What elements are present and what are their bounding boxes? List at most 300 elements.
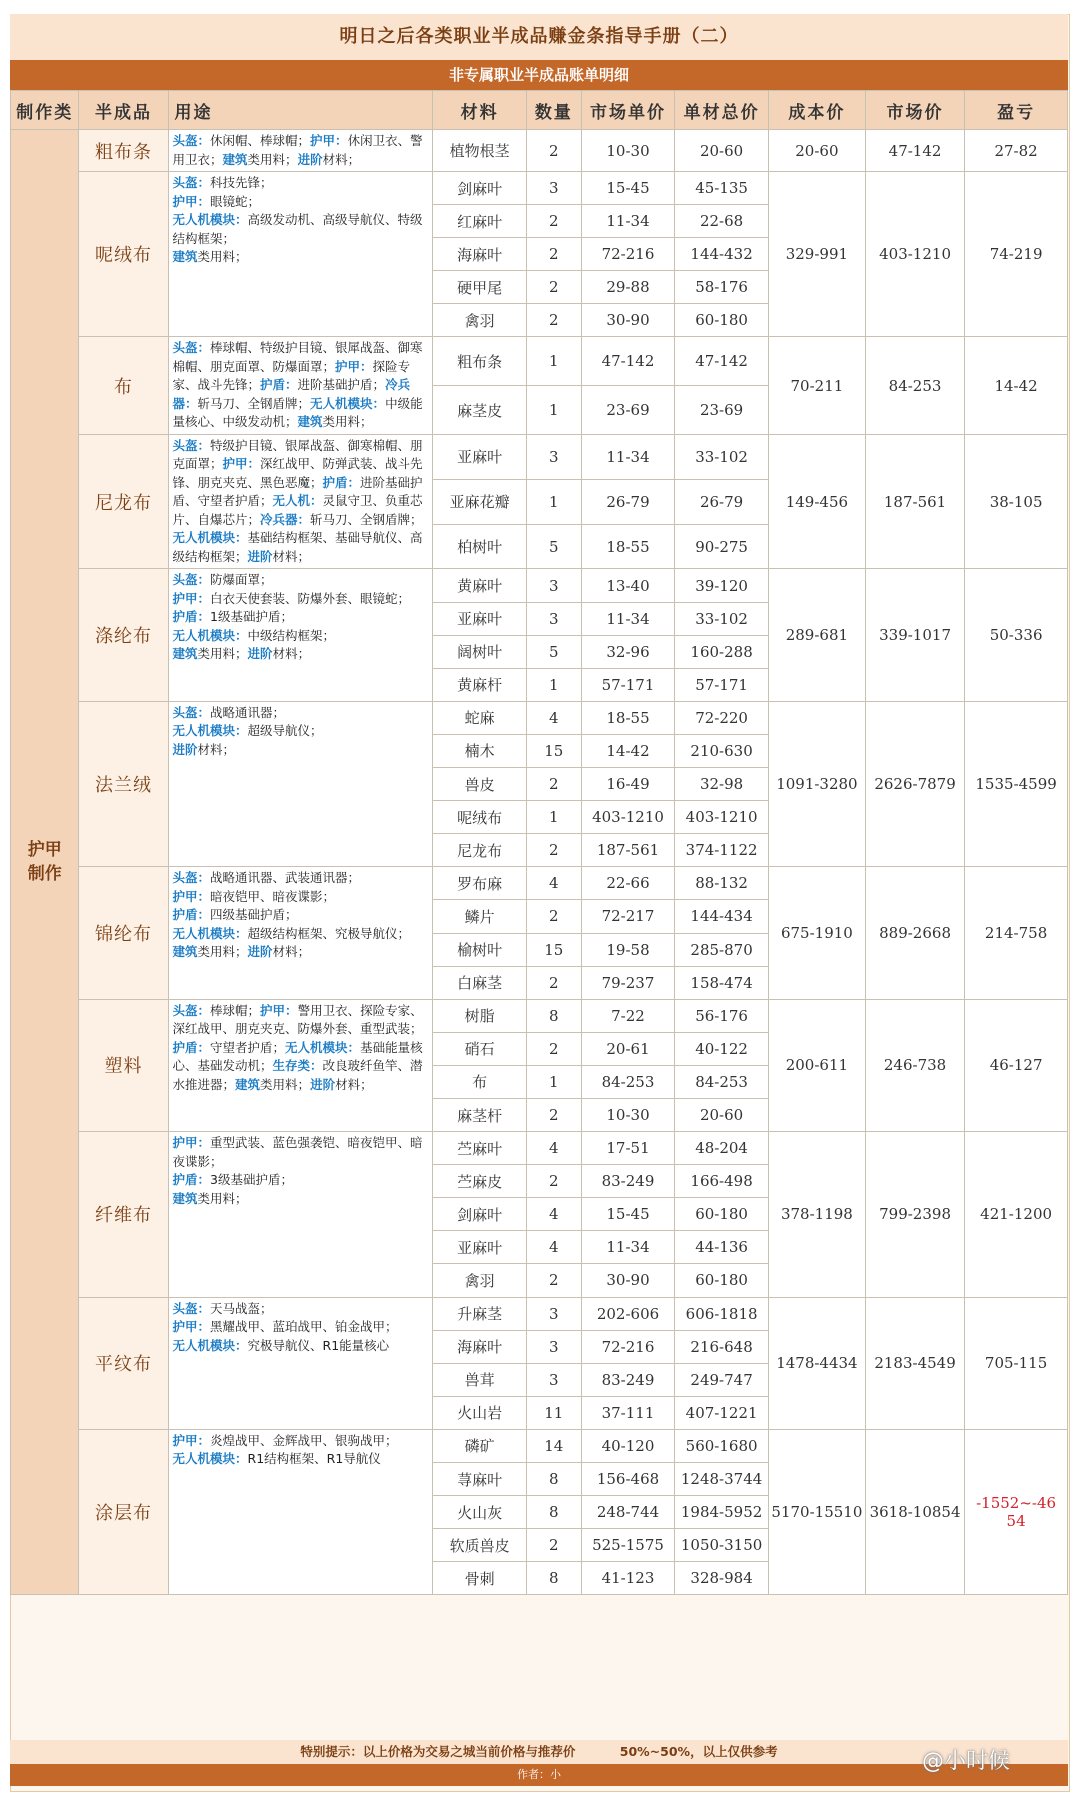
usage-keyword: 头盔：: [172, 870, 211, 886]
usage-keyword: 护甲：: [172, 1319, 211, 1335]
material-name: 麻茎皮: [433, 386, 527, 435]
material-total: 328-984: [675, 1562, 769, 1595]
material-qty: 2: [526, 1032, 581, 1065]
product-name: 涂层布: [79, 1429, 168, 1594]
material-unit-price: 23-69: [581, 386, 675, 435]
cost-price: 1478-4434: [768, 1297, 865, 1429]
table-row: [11, 999, 1068, 1032]
material-qty: 2: [526, 130, 581, 172]
usage-keyword: 头盔：: [172, 340, 211, 356]
material-total: 57-171: [675, 668, 769, 701]
material-unit-price: 40-120: [581, 1429, 675, 1462]
product-name: 尼龙布: [79, 434, 168, 569]
usage-text: 黑耀战甲、蓝珀战甲、铂金战甲；: [210, 1319, 398, 1335]
material-name: 黄麻杆: [433, 668, 527, 701]
material-unit-price: 7-22: [581, 999, 675, 1032]
material-name: 楠木: [433, 734, 527, 767]
product-name: 塑料: [79, 999, 168, 1131]
usage-keyword: 建筑: [222, 151, 248, 167]
material-qty: 3: [526, 1297, 581, 1330]
material-total: 249-747: [675, 1363, 769, 1396]
usage-keyword: 护盾：: [172, 609, 211, 625]
usage-keyword: 护甲：: [172, 888, 211, 904]
material-total: 144-434: [675, 900, 769, 933]
cost-price: 1091-3280: [768, 701, 865, 866]
material-total: 56-176: [675, 999, 769, 1032]
usage-text: 防爆面罩；: [210, 572, 273, 588]
usage-keyword: 进阶: [297, 151, 323, 167]
usage-text: 棒球帽、特级护目镜、银犀战盔、御寒棉帽、朋克面罩、防爆面罩；: [172, 340, 423, 374]
watermark: @小时候: [922, 1749, 1011, 1774]
usage-text: 警用卫衣、探险专家、深红战甲、朋克夹克、防爆外套、重型武装；: [172, 1002, 423, 1037]
usage-keyword: 护甲：: [260, 1002, 298, 1018]
usage-text: 探险专家、战斗先锋；: [172, 358, 411, 393]
material-total: 1248-3744: [675, 1463, 769, 1496]
material-unit-price: 187-561: [581, 834, 675, 867]
material-total: 72-220: [675, 701, 769, 734]
material-unit-price: 20-61: [581, 1032, 675, 1065]
material-total: 44-136: [675, 1231, 769, 1264]
material-total: 1984-5952: [675, 1496, 769, 1529]
material-total: 23-69: [675, 386, 769, 435]
usage-text: R1结构框架、R1导航仪: [247, 1451, 381, 1467]
usage-keyword: 无人机模块：: [172, 1337, 248, 1353]
header-market: 市场价: [865, 91, 964, 130]
material-total: 374-1122: [675, 834, 769, 867]
usage-text: 类用料；: [322, 414, 373, 430]
material-total: 560-1680: [675, 1429, 769, 1462]
usage-text: 超级结构框架、究极导航仪；: [247, 925, 411, 941]
ledger-table: [10, 90, 1068, 1595]
material-name: 海麻叶: [433, 238, 527, 271]
market-price: 187-561: [865, 434, 964, 569]
product-usage: [168, 130, 433, 172]
material-name: 苎麻皮: [433, 1165, 527, 1198]
usage-keyword: 无人机模块：: [310, 395, 386, 411]
material-name: 禽羽: [433, 304, 527, 337]
usage-text: 基础结构框架、基础导航仪、高级结构框架；: [172, 530, 423, 564]
usage-text: 深红战甲、防弹武装、战斗先锋、朋克夹克、黑色恶魔；: [172, 456, 423, 490]
material-unit-price: 248-744: [581, 1496, 675, 1529]
material-qty: 8: [526, 999, 581, 1032]
material-qty: 4: [526, 1231, 581, 1264]
usage-text: 基础能量核心、基础发动机；: [172, 1039, 423, 1074]
material-qty: 1: [526, 801, 581, 834]
usage-keyword: 生存类：: [272, 1058, 323, 1074]
cost-price: 675-1910: [768, 867, 865, 999]
usage-text: 材料；: [322, 151, 361, 167]
material-unit-price: 47-142: [581, 337, 675, 386]
material-total: 407-1221: [675, 1396, 769, 1429]
material-qty: 2: [526, 768, 581, 801]
usage-text: 材料；: [335, 1076, 373, 1092]
material-qty: 1: [526, 668, 581, 701]
market-price: 2183-4549: [865, 1297, 964, 1429]
material-total: 45-135: [675, 172, 769, 205]
profit-loss: 1535-4599: [965, 701, 1068, 866]
material-name: 兽皮: [433, 768, 527, 801]
tip-text: 特别提示：以上价格为交易之城当前价格与推荐价: [300, 1744, 576, 1759]
material-unit-price: 29-88: [581, 271, 675, 304]
header-usage: 用途: [168, 91, 433, 130]
material-total: 33-102: [675, 602, 769, 635]
usage-text: 眼镜蛇；: [210, 193, 261, 209]
profit-loss: 50-336: [965, 569, 1068, 701]
usage-text: 材料；: [272, 944, 311, 960]
material-unit-price: 14-42: [581, 734, 675, 767]
usage-text: 进阶基础护盾；: [297, 377, 386, 393]
material-name: 黄麻叶: [433, 569, 527, 602]
material-name: 硬甲尾: [433, 271, 527, 304]
material-total: 160-288: [675, 635, 769, 668]
usage-keyword: 头盔：: [172, 133, 211, 148]
table-row: [11, 434, 1068, 479]
material-qty: 2: [526, 1264, 581, 1297]
material-total: 60-180: [675, 304, 769, 337]
tip-bar: [10, 1740, 1068, 1764]
usage-keyword: 冷兵器：: [172, 377, 411, 411]
header-row: [11, 91, 1068, 130]
material-qty: 5: [526, 524, 581, 569]
profit-loss: 421-1200: [965, 1132, 1068, 1297]
material-qty: 3: [526, 1330, 581, 1363]
material-qty: 4: [526, 867, 581, 900]
tip-text-tail: 50%~50%，以上仅供参考: [619, 1744, 778, 1759]
product-name: 粗布条: [79, 130, 168, 172]
table-row: [11, 1429, 1068, 1462]
usage-keyword: 护盾：: [172, 907, 211, 923]
usage-keyword: 护甲：: [172, 1135, 211, 1151]
material-total: 285-870: [675, 933, 769, 966]
material-unit-price: 15-45: [581, 1198, 675, 1231]
material-unit-price: 11-34: [581, 205, 675, 238]
material-qty: 5: [526, 635, 581, 668]
material-name: 兽茸: [433, 1363, 527, 1396]
usage-text: 暗夜铠甲、暗夜谍影；: [210, 888, 336, 904]
material-name: 尼龙布: [433, 834, 527, 867]
usage-keyword: 无人机模块：: [172, 1451, 248, 1467]
cost-price: 70-211: [768, 337, 865, 435]
usage-text: 斩马刀、全钢盾牌；: [197, 395, 311, 411]
usage-text: 究极导航仪、R1能量核心: [247, 1337, 390, 1353]
material-unit-price: 11-34: [581, 602, 675, 635]
usage-text: 类用料；: [197, 1190, 248, 1206]
material-qty: 2: [526, 1165, 581, 1198]
usage-keyword: 头盔：: [172, 572, 211, 588]
usage-keyword: 护甲：: [335, 358, 373, 374]
material-qty: 8: [526, 1496, 581, 1529]
author-bar: [10, 1764, 1068, 1786]
header-material-total: 单材总价: [675, 91, 769, 130]
material-total: 88-132: [675, 867, 769, 900]
material-name: 红麻叶: [433, 205, 527, 238]
material-name: 柏树叶: [433, 524, 527, 569]
usage-text: 科技先锋；: [210, 175, 273, 190]
profit-loss: 27-82: [965, 130, 1068, 172]
material-total: 26-79: [675, 479, 769, 524]
material-total: 58-176: [675, 271, 769, 304]
material-unit-price: 26-79: [581, 479, 675, 524]
usage-keyword: 护甲：: [172, 1432, 211, 1448]
material-total: 166-498: [675, 1165, 769, 1198]
material-qty: 4: [526, 1132, 581, 1165]
product-name: 布: [79, 337, 168, 435]
material-name: 火山岩: [433, 1396, 527, 1429]
material-total: 210-630: [675, 734, 769, 767]
usage-text: 材料；: [272, 646, 311, 662]
material-unit-price: 84-253: [581, 1065, 675, 1098]
usage-text: 战略通讯器、武装通讯器；: [210, 870, 361, 886]
material-total: 60-180: [675, 1264, 769, 1297]
material-name: 白麻茎: [433, 966, 527, 999]
table-row: [11, 867, 1068, 900]
material-total: 1050-3150: [675, 1529, 769, 1562]
material-qty: 3: [526, 172, 581, 205]
material-total: 39-120: [675, 569, 769, 602]
page-title: 明日之后各类职业半成品赚金条指导手册（二）: [10, 14, 1068, 60]
table-row: [11, 337, 1068, 386]
usage-keyword: 头盔：: [172, 175, 211, 190]
material-unit-price: 72-217: [581, 900, 675, 933]
usage-keyword: 无人机模块：: [172, 723, 248, 739]
material-name: 骨刺: [433, 1562, 527, 1595]
cost-price: 200-611: [768, 999, 865, 1131]
material-unit-price: 79-237: [581, 966, 675, 999]
usage-text: 超级导航仪；: [247, 723, 323, 739]
material-total: 48-204: [675, 1132, 769, 1165]
product-name: 平纹布: [79, 1297, 168, 1429]
material-total: 20-60: [675, 130, 769, 172]
usage-keyword: 建筑: [297, 414, 323, 430]
material-total: 22-68: [675, 205, 769, 238]
material-total: 158-474: [675, 966, 769, 999]
material-unit-price: 202-606: [581, 1297, 675, 1330]
usage-text: 高级发动机、高级导航仪、特级结构框架；: [172, 212, 423, 246]
material-qty: 2: [526, 1529, 581, 1562]
material-name: 剑麻叶: [433, 172, 527, 205]
material-qty: 4: [526, 1198, 581, 1231]
usage-keyword: 进阶: [172, 741, 198, 757]
product-name: 呢绒布: [79, 172, 168, 337]
material-qty: 1: [526, 479, 581, 524]
product-usage: [168, 337, 433, 435]
material-unit-price: 30-90: [581, 304, 675, 337]
profit-loss: 14-42: [965, 337, 1068, 435]
usage-keyword: 无人机模块：: [172, 925, 248, 941]
usage-text: 休闲帽、棒球帽；: [210, 133, 311, 148]
usage-text: 改良玻纤鱼竿、潜水推进器；: [172, 1058, 423, 1092]
usage-text: 类用料；: [247, 151, 298, 167]
material-qty: 1: [526, 337, 581, 386]
usage-keyword: 护甲：: [172, 193, 211, 209]
material-name: 苎麻叶: [433, 1132, 527, 1165]
material-qty: 2: [526, 900, 581, 933]
usage-text: 四级基础护盾；: [210, 907, 298, 923]
material-unit-price: 13-40: [581, 569, 675, 602]
material-name: 榆树叶: [433, 933, 527, 966]
material-qty: 15: [526, 933, 581, 966]
market-price: 403-1210: [865, 172, 964, 337]
material-unit-price: 83-249: [581, 1363, 675, 1396]
material-qty: 2: [526, 205, 581, 238]
material-unit-price: 72-216: [581, 238, 675, 271]
material-name: 亚麻叶: [433, 602, 527, 635]
profit-loss: 214-758: [965, 867, 1068, 999]
header-cost: 成本价: [768, 91, 865, 130]
product-usage: [168, 701, 433, 866]
material-name: 阔树叶: [433, 635, 527, 668]
usage-keyword: 建筑: [172, 249, 198, 264]
material-unit-price: 16-49: [581, 768, 675, 801]
material-qty: 1: [526, 386, 581, 435]
usage-text: 进阶基础护盾、守望者护盾；: [172, 474, 423, 509]
product-name: 纤维布: [79, 1132, 168, 1297]
usage-text: 重型武装、蓝色强袭铠、暗夜铠甲、暗夜谍影；: [172, 1135, 423, 1169]
material-name: 荨麻叶: [433, 1463, 527, 1496]
usage-keyword: 头盔：: [172, 704, 211, 720]
product-usage: [168, 1297, 433, 1429]
material-name: 布: [433, 1065, 527, 1098]
material-name: 升麻茎: [433, 1297, 527, 1330]
market-price: 889-2668: [865, 867, 964, 999]
material-qty: 2: [526, 304, 581, 337]
usage-text: 休闲卫衣、警用卫衣；: [172, 133, 423, 167]
material-name: 磷矿: [433, 1429, 527, 1462]
material-name: 禽羽: [433, 1264, 527, 1297]
material-qty: 11: [526, 1396, 581, 1429]
material-qty: 2: [526, 966, 581, 999]
header-material: 材料: [433, 91, 527, 130]
usage-text: 类用料；: [197, 646, 248, 662]
category-cell: [11, 130, 79, 1595]
material-total: 32-98: [675, 768, 769, 801]
usage-keyword: 建筑: [172, 646, 198, 662]
material-unit-price: 10-30: [581, 1098, 675, 1131]
product-name: 涤纶布: [79, 569, 168, 701]
product-usage: [168, 172, 433, 337]
material-total: 60-180: [675, 1198, 769, 1231]
material-name: 亚麻叶: [433, 434, 527, 479]
material-total: 606-1818: [675, 1297, 769, 1330]
product-name: 法兰绒: [79, 701, 168, 866]
market-price: 2626-7879: [865, 701, 964, 866]
material-unit-price: 11-34: [581, 1231, 675, 1264]
usage-keyword: 无人机模块：: [172, 212, 248, 227]
material-unit-price: 83-249: [581, 1165, 675, 1198]
usage-keyword: 护盾：: [260, 377, 298, 393]
profit-loss: 46-127: [965, 999, 1068, 1131]
header-product: 半成品: [79, 91, 168, 130]
usage-keyword: 建筑: [172, 1190, 198, 1206]
material-qty: 4: [526, 701, 581, 734]
material-name: 硝石: [433, 1032, 527, 1065]
header-category: 制作类: [11, 91, 79, 130]
material-name: 树脂: [433, 999, 527, 1032]
material-unit-price: 22-66: [581, 867, 675, 900]
material-total: 90-275: [675, 524, 769, 569]
usage-keyword: 建筑: [172, 944, 198, 960]
usage-text: 天马战盔；: [210, 1300, 273, 1316]
material-unit-price: 18-55: [581, 701, 675, 734]
material-name: 麻茎杆: [433, 1098, 527, 1131]
product-usage: [168, 569, 433, 701]
market-price: 84-253: [865, 337, 964, 435]
usage-text: 炎煌战甲、金辉战甲、银驹战甲；: [210, 1432, 398, 1448]
material-name: 海麻叶: [433, 1330, 527, 1363]
product-usage: [168, 1429, 433, 1594]
material-name: 粗布条: [433, 337, 527, 386]
usage-text: 战略通讯器；: [210, 704, 286, 720]
material-total: 403-1210: [675, 801, 769, 834]
cost-price: 5170-15510: [768, 1429, 865, 1594]
usage-keyword: 进阶: [247, 646, 273, 662]
usage-keyword: 护甲：: [172, 590, 211, 606]
usage-text: 材料；: [272, 548, 311, 564]
usage-text: 斩马刀、全钢盾牌；: [310, 511, 423, 527]
table-row: [11, 1132, 1068, 1165]
cost-price: 149-456: [768, 434, 865, 569]
cost-price: 289-681: [768, 569, 865, 701]
table-row: [11, 1297, 1068, 1330]
material-name: 罗布麻: [433, 867, 527, 900]
usage-keyword: 冷兵器：: [260, 511, 311, 527]
material-name: 植物根茎: [433, 130, 527, 172]
usage-text: 灵鼠守卫、负重芯片、自爆芯片；: [172, 493, 423, 527]
usage-keyword: 建筑: [235, 1076, 261, 1092]
material-unit-price: 19-58: [581, 933, 675, 966]
usage-keyword: 进阶: [247, 944, 273, 960]
product-usage: [168, 867, 433, 999]
material-unit-price: 32-96: [581, 635, 675, 668]
table-row: [11, 172, 1068, 205]
material-name: 亚麻叶: [433, 1231, 527, 1264]
material-qty: 2: [526, 1098, 581, 1131]
usage-keyword: 头盔：: [172, 1002, 211, 1018]
usage-text: 棒球帽；: [210, 1002, 261, 1018]
material-qty: 3: [526, 602, 581, 635]
material-qty: 2: [526, 238, 581, 271]
table-row: [11, 569, 1068, 602]
table-subtitle: 非专属职业半成品账单明细: [10, 60, 1068, 90]
material-total: 40-122: [675, 1032, 769, 1065]
material-unit-price: 72-216: [581, 1330, 675, 1363]
usage-text: 材料；: [197, 741, 236, 757]
material-qty: 15: [526, 734, 581, 767]
material-total: 84-253: [675, 1065, 769, 1098]
product-usage: [168, 999, 433, 1131]
profit-loss: 38-105: [965, 434, 1068, 569]
usage-keyword: 无人机：: [272, 493, 323, 509]
usage-keyword: 无人机模块：: [285, 1039, 361, 1055]
material-unit-price: 37-111: [581, 1396, 675, 1429]
material-qty: 3: [526, 434, 581, 479]
usage-keyword: 无人机模块：: [172, 627, 248, 643]
usage-text: 类用料；: [197, 944, 248, 960]
cost-price: 329-991: [768, 172, 865, 337]
profit-loss: 705-115: [965, 1297, 1068, 1429]
material-unit-price: 11-34: [581, 434, 675, 479]
material-unit-price: 10-30: [581, 130, 675, 172]
usage-text: 1级基础护盾；: [210, 609, 293, 625]
material-unit-price: 15-45: [581, 172, 675, 205]
table-row: [11, 701, 1068, 734]
usage-text: 中级能量核心、中级发动机；: [172, 395, 423, 430]
author-text: 作者：小: [517, 1768, 561, 1781]
usage-text: 守望者护盾；: [210, 1039, 286, 1055]
material-qty: 3: [526, 569, 581, 602]
product-usage: [168, 434, 433, 569]
material-unit-price: 30-90: [581, 1264, 675, 1297]
